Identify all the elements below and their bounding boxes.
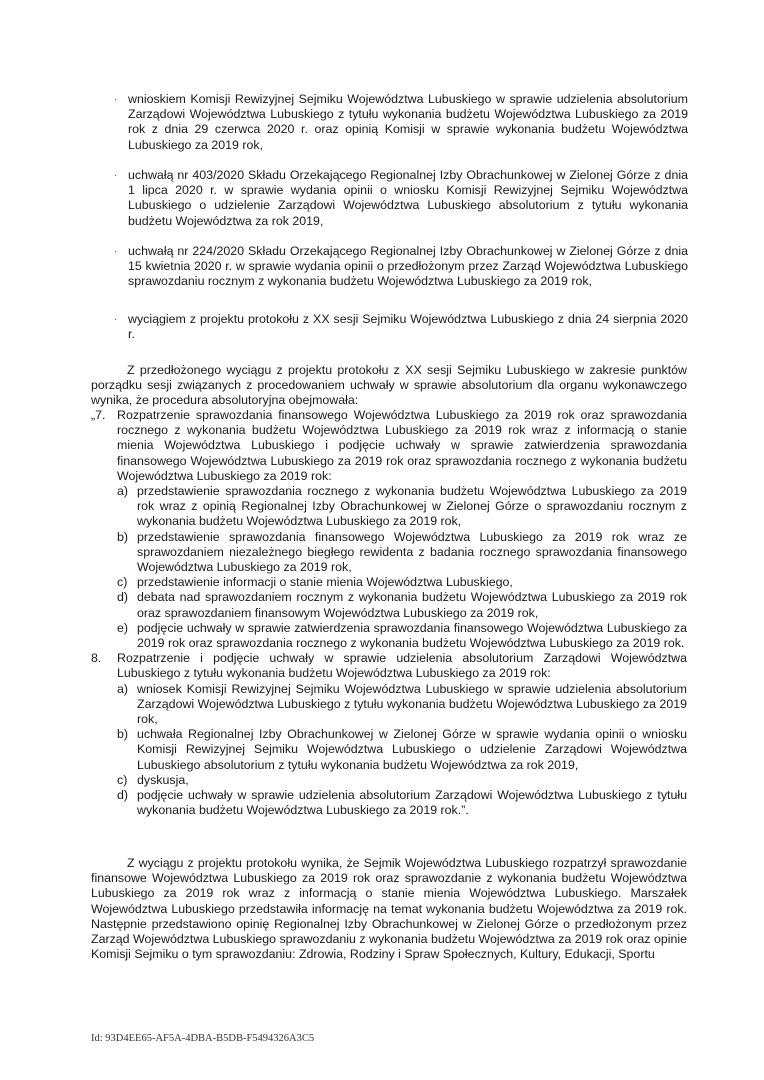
bullet-item xyxy=(114,244,688,290)
intro-paragraph: Z przedłożonego wyciągu z projektu protokołu z XX sesji Sejmiku Lubuskiego w zakresie punktów porządku sesji związanych z procedowaniem uchwały w sprawie absolutorium dla organu wykonawczego wynika, że procedura absolutoryjna obejmowała: xyxy=(91,363,687,408)
agenda-item-7 xyxy=(91,408,687,651)
sub-text: przedstawienie informacji o stanie mienia Województwa Lubuskiego, xyxy=(137,575,513,590)
sub-letter: b) xyxy=(117,727,129,742)
item-text: Rozpatrzenie i podjęcie uchwały w sprawie udzielenia absolutorium Zarządowi Województwa Lubuskiego z tytułu wykonania budżetu Województwa Lubuskiego za 2019 rok: xyxy=(117,651,687,681)
sub-item xyxy=(117,575,687,590)
document-id-footer: Id: 93D4EE65-AF5A-4DBA-B5DB-F5494326A3C5 xyxy=(91,1033,315,1044)
sub-letter: c) xyxy=(117,772,128,787)
sub-item xyxy=(117,788,687,818)
sub-letter: a) xyxy=(117,484,129,499)
sub-text: podjęcie uchwały w sprawie udzielenia absolutorium Zarządowi Województwa Lubuskiego z tytułu wykonania budżetu Województwa Lubuskiego za 2019 rok.”. xyxy=(137,788,687,818)
sub-item xyxy=(117,484,687,530)
bullet-item xyxy=(114,168,688,229)
bullet-text: wyciągiem z projektu protokołu z XX sesji Sejmiku Województwa Lubuskiego z dnia 24 sierpnia 2020 r. xyxy=(128,312,688,342)
bullet-marker: · xyxy=(114,246,118,257)
sub-text: przedstawienie sprawozdania finansowego Województwa Lubuskiego za 2019 rok wraz ze sprawozdaniem niezależnego biegłego rewidenta z badania rocznego sprawozdania finansowego Województwa Lubuskiego za 2019 rok, xyxy=(137,529,687,575)
bullet-text: uchwałą nr 224/2020 Składu Orzekającego Regionalnej Izby Obrachunkowej w Zielonej Górze z dnia 15 kwietnia 2020 r. w sprawie wydania opinii o przedłożonym przez Zarząd Województwa Lubuskiego sprawozdaniu rocznym z wykonania budżetu Województwa Lubuskiego za 2019 rok, xyxy=(128,244,688,289)
sub-text: wniosek Komisji Rewizyjnej Sejmiku Województwa Lubuskiego w sprawie udzielenia absolutorium Zarządowi Województwa Lubuskiego z tytułu wykonania budżetu Województwa Lubuskiego za 2019 rok, xyxy=(137,681,687,727)
bullet-text: wnioskiem Komisji Rewizyjnej Sejmiku Województwa Lubuskiego w sprawie udzielenia absolutorium Zarządowi Województwa Lubuskiego z tytułu wykonania budżetu Województwa Lubuskiego za 2019 rok z dnia 29 czerwca 2020 r. oraz opinią Komisji w sprawie wykonania budżetu Województwa Lubuskiego za 2019 rok, xyxy=(128,92,688,152)
sub-letter: b) xyxy=(117,529,129,544)
sub-text: podjęcie uchwały w sprawie zatwierdzenia sprawozdania finansowego Województwa Lubuskiego za 2019 rok oraz sprawozdania rocznego z wykonania budżetu Województwa Lubuskiego za 2019 rok. xyxy=(137,620,687,651)
sub-letter: a) xyxy=(117,681,129,696)
sub-text: debata nad sprawozdaniem rocznym z wykonania budżetu Województwa Lubuskiego za 2019 rok oraz sprawozdaniem finansowym Województwa Lubuskiego za 2019 rok, xyxy=(137,590,687,620)
bullet-marker: · xyxy=(114,314,118,325)
sub-text: przedstawienie sprawozdania rocznego z wykonania budżetu Województwa Lubuskiego za 2019 rok wraz z opinią Regionalnej Izby Obrachunkowej w Zielonej Górze o sprawozdaniu rocznym z wykonania budżetu Województwa Lubuskiego za 2019 rok, xyxy=(137,484,687,529)
sub-letter: e) xyxy=(117,620,129,635)
sub-letter: d) xyxy=(117,788,129,803)
sub-item xyxy=(117,773,687,788)
sub-list xyxy=(117,682,687,819)
sub-text: dyskusja, xyxy=(137,772,189,787)
sub-item xyxy=(117,530,687,576)
item-number: „7. xyxy=(91,408,106,422)
sub-item xyxy=(117,727,687,773)
bullet-marker: · xyxy=(114,170,118,181)
agenda-list xyxy=(91,408,687,818)
item-number: 8. xyxy=(91,651,102,666)
sub-letter: c) xyxy=(117,575,128,590)
sub-item xyxy=(117,621,687,651)
closing-paragraph: Z wyciągu z projektu protokołu wynika, że Sejmik Województwa Lubuskiego rozpatrzył sprawozdanie finansowe Województwa Lubuskiego za 2019 rok oraz sprawozdanie z wykonania budżetu Województwa Lubuskiego za 2019 rok wraz z informacją o stanie mienia Województwa Lubuskiego. Marszałek Województwa Lubuskiego przedstawiła informację na temat wykonania budżetu Województwa za 2019 rok. Następnie przedstawiono opinię Regionalnej Izby Obrachunkowej w Zielonej Górze o przedłożonym przez Zarząd Województwa Lubuskiego sprawozdaniu z wykonania budżetu Województwa za 2019 rok oraz opinie Komisji Sejmiku o tym sprawozdaniu: Zdrowia, Rodziny i Spraw Społecznych, Kultury, Edukacji, Sportu xyxy=(91,856,688,962)
bullet-item xyxy=(114,92,688,153)
bullet-item xyxy=(114,312,688,342)
bullet-text: uchwałą nr 403/2020 Składu Orzekającego Regionalnej Izby Obrachunkowej w Zielonej Górze z dnia 1 lipca 2020 r. w sprawie wydania opinii o wniosku Komisji Rewizyjnej Sejmiku Województwa Lubuskiego o udzielenie Zarządowi Województwa Lubuskiego absolutorium z tytułu wykonania budżetu Województwa za rok 2019, xyxy=(128,168,688,228)
item-text: Rozpatrzenie sprawozdania finansowego Województwa Lubuskiego za 2019 rok oraz sprawozdania rocznego z wykonania budżetu Województwa Lubuskiego za 2019 rok wraz z informacją o stanie mienia Województwa Lubuskiego i podjęcie uchwały w sprawie zatwierdzenia sprawozdania finansowego Województwa Lubuskiego za 2019 rok oraz sprawozdania rocznego z wykonania budżetu Województwa Lubuskiego za 2019 rok: xyxy=(117,408,687,483)
sub-item xyxy=(117,682,687,728)
sub-list xyxy=(117,484,687,651)
agenda-item-8 xyxy=(91,651,687,818)
sub-item xyxy=(117,590,687,620)
bullet-marker: · xyxy=(114,94,118,105)
sub-text: uchwała Regionalnej Izby Obrachunkowej w Zielonej Górze w sprawie wydania opinii o wniosku Komisji Rewizyjnej Sejmiku Województwa Lubuskiego o udzielenie Zarządowi Województwa Lubuskiego absolutorium z tytułu wykonania budżetu Województwa za rok 2019, xyxy=(137,727,687,772)
sub-letter: d) xyxy=(117,590,129,605)
